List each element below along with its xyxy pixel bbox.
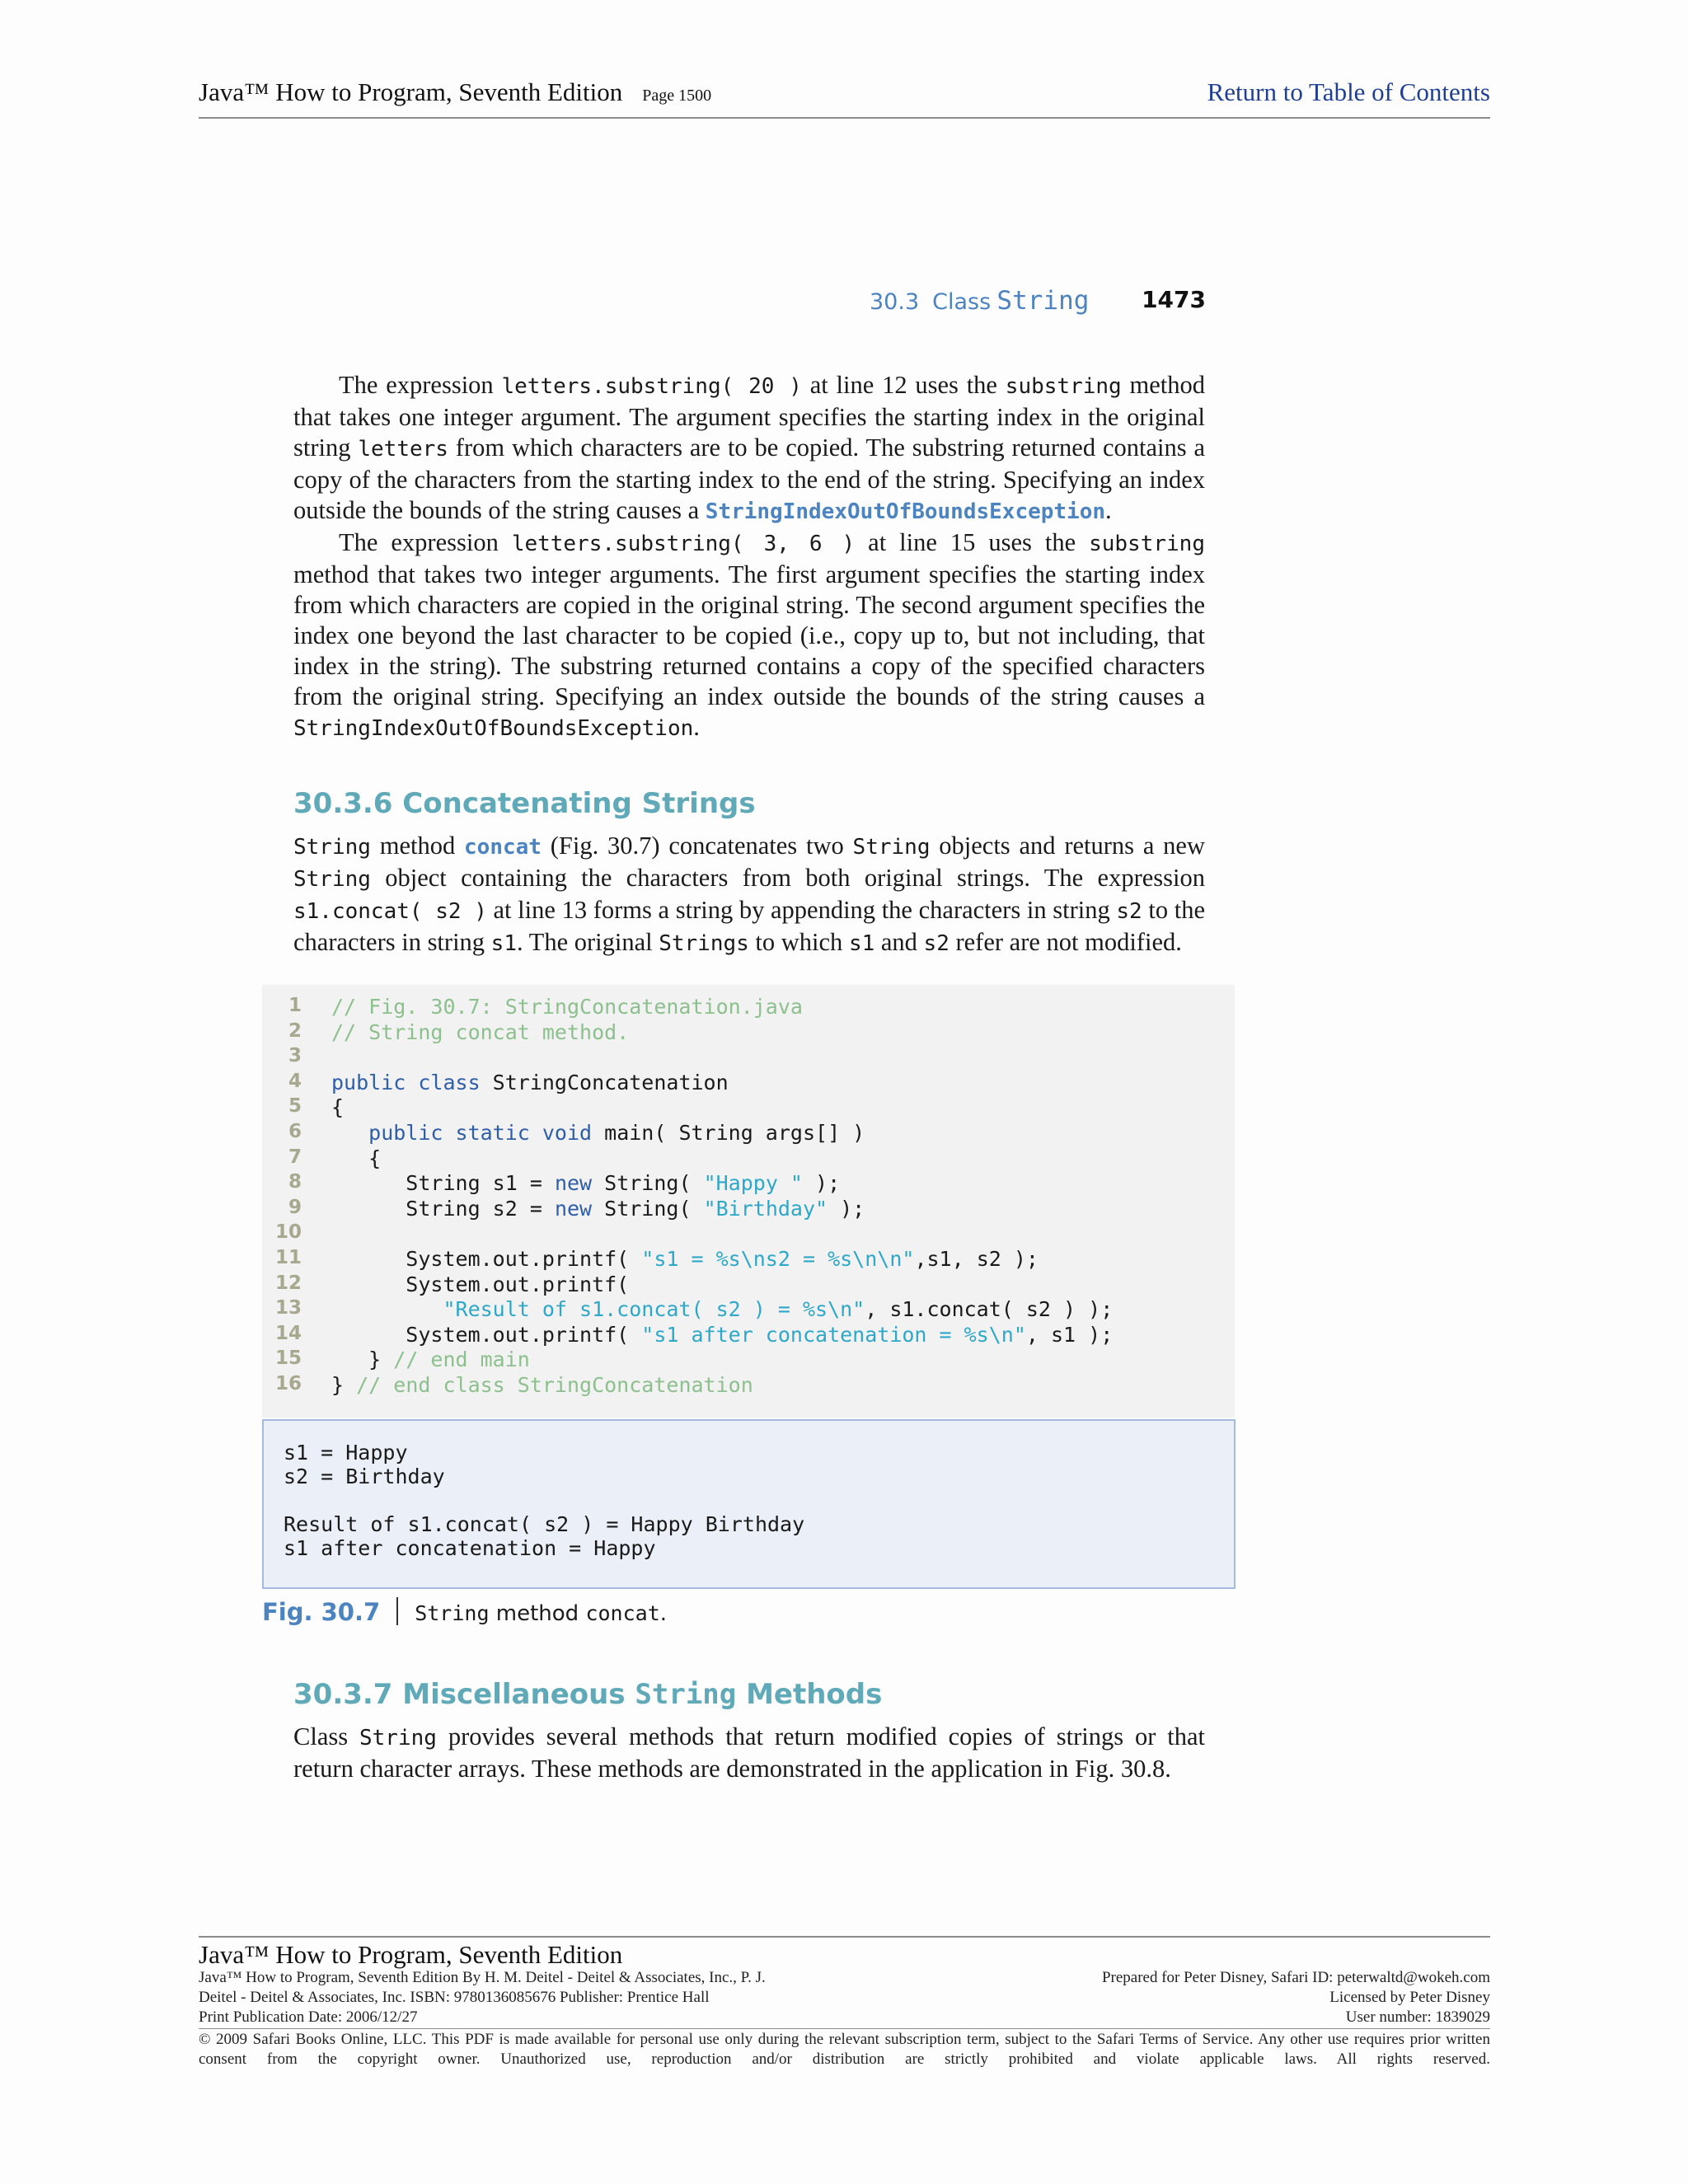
- line-number: 5: [288, 1095, 302, 1118]
- code-token: StringConcatenation: [480, 1070, 729, 1094]
- running-head-section-code: String: [996, 286, 1090, 316]
- line-number: 6: [288, 1121, 302, 1142]
- section-heading-30-3-7: [293, 1678, 882, 1711]
- code-line: [262, 995, 1235, 1020]
- toc-link[interactable]: Return to Table of Contents: [1207, 77, 1490, 106]
- code-source: [331, 1297, 1113, 1321]
- inline-code: Strings: [659, 931, 749, 956]
- page-footer: [199, 1936, 1490, 2068]
- code-token: "s1 after concatenation = %s\n": [641, 1322, 1026, 1347]
- code-token: {: [331, 1095, 345, 1120]
- footer-line: Java™ How to Program, Seventh Edition By H. M. Deitel - Deitel & Associates, Inc., P. J.: [199, 1969, 766, 1986]
- figure-caption: [262, 1597, 667, 1627]
- inline-code: letters: [358, 437, 448, 462]
- footer-line: Deitel - Deitel & Associates, Inc. ISBN: 9780136085676 Publisher: Prentice Hall: [199, 1989, 710, 2006]
- code-line: [262, 1373, 1235, 1399]
- running-head-section-number: 30.3: [870, 289, 920, 315]
- code-source: [331, 1121, 865, 1145]
- output-line: s1 after concatenation = Happy: [284, 1536, 656, 1560]
- text: at line 15 uses the: [855, 528, 1090, 556]
- code-token: [331, 1121, 368, 1145]
- code-line: [262, 1045, 1235, 1071]
- text: method that takes one integer argument. The argument specifies the starting index in the original string: [293, 371, 1205, 462]
- text: Class: [293, 1722, 359, 1750]
- code-token: String(: [592, 1196, 704, 1221]
- code-source: [331, 1373, 753, 1397]
- inline-code: s2: [923, 931, 950, 956]
- code-token: main( String args[] ): [592, 1121, 865, 1145]
- code-token: public static void: [368, 1121, 593, 1145]
- code-line: [262, 1197, 1235, 1222]
- footer-line: Prepared for Peter Disney, Safari ID: peterwaltd@wokeh.com: [1101, 1969, 1490, 1986]
- footer-divider: [199, 2028, 1490, 2029]
- text: .: [693, 713, 700, 741]
- text: method: [370, 832, 465, 860]
- code-source: [331, 1071, 729, 1094]
- code-token: new: [554, 1196, 593, 1221]
- paragraph-substring-one-arg: [293, 370, 1205, 527]
- paragraph-concat: [293, 831, 1205, 959]
- line-number: 10: [274, 1221, 302, 1244]
- code-line: [262, 1297, 1235, 1323]
- code-line: [262, 1121, 1235, 1146]
- code-line: [262, 1071, 1235, 1096]
- line-number: 15: [274, 1347, 302, 1370]
- inline-code: String: [293, 867, 371, 892]
- code-token: }: [331, 1347, 394, 1372]
- inline-code: concat: [585, 1601, 660, 1625]
- code-line: [262, 1323, 1235, 1348]
- footer-line: Print Publication Date: 2006/12/27: [199, 2008, 418, 2026]
- code-token: "Result of s1.concat( s2 ) = %s\n": [443, 1297, 865, 1322]
- line-number: 1: [288, 995, 302, 1016]
- code-token: "Happy ": [703, 1171, 803, 1196]
- code-line: [262, 1171, 1235, 1197]
- line-number: 9: [288, 1196, 302, 1218]
- code-token: }: [331, 1373, 357, 1397]
- header-book-title: [199, 77, 711, 107]
- code-line: [262, 1221, 1235, 1247]
- code-token: // Fig. 30.7: StringConcatenation.java: [331, 995, 803, 1019]
- text: method: [489, 1601, 586, 1626]
- code-token: [331, 1297, 443, 1321]
- line-number: 14: [274, 1322, 302, 1344]
- api-term: concat: [464, 835, 542, 860]
- footer-line: User number: 1839029: [1345, 2008, 1490, 2026]
- output-line: Result of s1.concat( s2 ) = Happy Birthday: [284, 1512, 805, 1536]
- output-line: s1 = Happy: [284, 1441, 408, 1465]
- paragraph-misc-methods: [293, 1722, 1205, 1784]
- code-source: [331, 1197, 865, 1221]
- code-line: [262, 1272, 1235, 1298]
- inline-code: s1.concat( s2 ): [293, 899, 487, 924]
- inline-code: String: [415, 1601, 490, 1625]
- api-term: StringIndexOutOfBoundsException: [705, 499, 1106, 524]
- page-header: [199, 77, 1490, 119]
- heading-code: String: [635, 1678, 737, 1711]
- line-number: 16: [274, 1373, 302, 1394]
- code-line: [262, 1347, 1235, 1373]
- text: to the characters in string: [293, 896, 1205, 956]
- text: .: [1105, 496, 1112, 524]
- heading-text: Methods: [736, 1678, 883, 1711]
- code-token: , s1.concat( s2 ) );: [865, 1297, 1114, 1322]
- inline-code: substring: [1089, 532, 1205, 556]
- code-token: // String concat method.: [331, 1019, 630, 1044]
- line-number: 7: [288, 1146, 302, 1168]
- text: from which characters are to be copied. The substring returned contains a copy of the characters from the starting index to the end of the string. Specifying an index outside the bounds of the string causes a: [293, 434, 1205, 524]
- footer-copyright: © 2009 Safari Books Online, LLC. This PDF is made available for personal use only during the relevant subscription term, subject to the Safari Terms of Service. Any other use requires prior written consent from the copyright owner. Unauthorized use, reproduction and/or distribution are strictly prohibited and violate applicable laws. All rights reserved.: [199, 2031, 1490, 2068]
- text: objects and returns a new: [930, 832, 1205, 860]
- code-source: [331, 1347, 530, 1371]
- code-token: new: [554, 1171, 593, 1196]
- text: at line 13 forms a string by appending the characters in string: [486, 896, 1117, 924]
- code-line: [262, 1247, 1235, 1272]
- output-line: s2 = Birthday: [284, 1465, 445, 1488]
- figure-caption-text: [415, 1601, 667, 1626]
- line-number: 12: [274, 1272, 302, 1294]
- caption-divider: [396, 1597, 398, 1625]
- text: method that takes two integer arguments. The first argument specifies the starting index from which characters are copied in the original string. The second argument specifies the index one beyond the last character to be copied (i.e., copy up to, but not including, that index in the string). The substring returned contains a copy of the specified characters from the original string. Specifying an index outside the bounds of the string causes a: [293, 560, 1205, 710]
- code-line: [262, 1146, 1235, 1172]
- text: The expression: [339, 528, 512, 556]
- text: (Fig. 30.7) concatenates two: [541, 832, 853, 860]
- code-token: "Birthday": [703, 1196, 828, 1221]
- code-token: String s1 =: [331, 1171, 555, 1196]
- code-token: String(: [592, 1171, 704, 1196]
- inline-code: letters.substring( 20 ): [501, 374, 802, 399]
- code-token: System.out.printf(: [331, 1272, 630, 1296]
- code-token: , s1 );: [1025, 1322, 1114, 1347]
- header-title-text: Java™ How to Program, Seventh Edition: [199, 77, 623, 106]
- running-head-section-word: Class: [932, 289, 992, 315]
- inline-code: String: [359, 1726, 437, 1750]
- line-number: 3: [288, 1045, 302, 1067]
- code-listing: [262, 985, 1235, 1418]
- code-token: // end class StringConcatenation: [356, 1373, 753, 1397]
- running-head: [870, 286, 1239, 316]
- code-source: [331, 1146, 381, 1170]
- text: refer are not modified.: [949, 928, 1182, 956]
- code-token: ,s1, s2 );: [914, 1247, 1039, 1271]
- text: The expression: [339, 371, 502, 399]
- footer-line: Licensed by Peter Disney: [1329, 1989, 1490, 2006]
- text: to which: [748, 928, 849, 956]
- inline-code: String: [293, 835, 371, 860]
- line-number: 11: [274, 1247, 302, 1268]
- code-token: System.out.printf(: [331, 1247, 642, 1271]
- code-source: [331, 1020, 629, 1044]
- text: .: [659, 1601, 668, 1626]
- code-token: );: [802, 1171, 841, 1196]
- inline-code: substring: [1005, 374, 1122, 399]
- line-number: 4: [288, 1070, 302, 1092]
- code-token: {: [331, 1146, 382, 1170]
- code-source: [331, 1272, 629, 1296]
- inline-code: String: [852, 835, 931, 860]
- inline-code: s2: [1116, 899, 1142, 924]
- code-token: // end main: [393, 1347, 530, 1372]
- body-text-misc: [293, 1722, 1205, 1784]
- inline-code: StringIndexOutOfBoundsException: [293, 716, 694, 741]
- inline-code: letters.substring( 3, 6 ): [511, 532, 856, 556]
- text: . The original: [516, 928, 659, 956]
- code-source: [331, 1323, 1113, 1347]
- footer-publication-info: [199, 1968, 940, 2027]
- line-number: 13: [274, 1297, 302, 1319]
- code-source: [331, 995, 803, 1019]
- figure-label: Fig. 30.7: [262, 1598, 381, 1626]
- code-source: [331, 1095, 344, 1119]
- inline-code: s1: [490, 931, 517, 956]
- paragraph-substring-two-args: [293, 527, 1205, 744]
- page-number: 1473: [1142, 286, 1206, 313]
- text: and: [874, 928, 924, 956]
- footer-book-title: Java™ How to Program, Seventh Edition: [199, 1940, 623, 1969]
- code-line: [262, 1020, 1235, 1046]
- code-token: public class: [331, 1070, 481, 1094]
- code-source: [331, 1247, 1039, 1271]
- program-output: [262, 1419, 1236, 1589]
- text: provides several methods that return modified copies of strings or that return character arrays. These methods are demonstrated in the application in Fig. 30.8.: [293, 1722, 1206, 1783]
- code-line: [262, 1095, 1235, 1121]
- code-token: System.out.printf(: [331, 1322, 642, 1347]
- footer-license-info: [913, 1968, 1490, 2027]
- code-source: [331, 1171, 840, 1195]
- heading-text: 30.3.7 Miscellaneous: [293, 1678, 635, 1711]
- inline-code: s1: [848, 931, 875, 956]
- body-text-concat: [293, 831, 1205, 959]
- line-number: 8: [288, 1171, 302, 1193]
- text: object containing the characters from both original strings. The expression: [370, 864, 1205, 892]
- body-text-block-1: [293, 370, 1205, 744]
- section-heading-30-3-6: 30.3.6 Concatenating Strings: [293, 787, 756, 820]
- header-page-label: Page 1500: [642, 87, 712, 105]
- code-token: );: [828, 1196, 865, 1221]
- code-token: "s1 = %s\ns2 = %s\n\n": [641, 1247, 915, 1271]
- text: at line 12 uses the: [801, 371, 1006, 399]
- code-token: String s2 =: [331, 1196, 555, 1221]
- line-number: 2: [288, 1019, 302, 1042]
